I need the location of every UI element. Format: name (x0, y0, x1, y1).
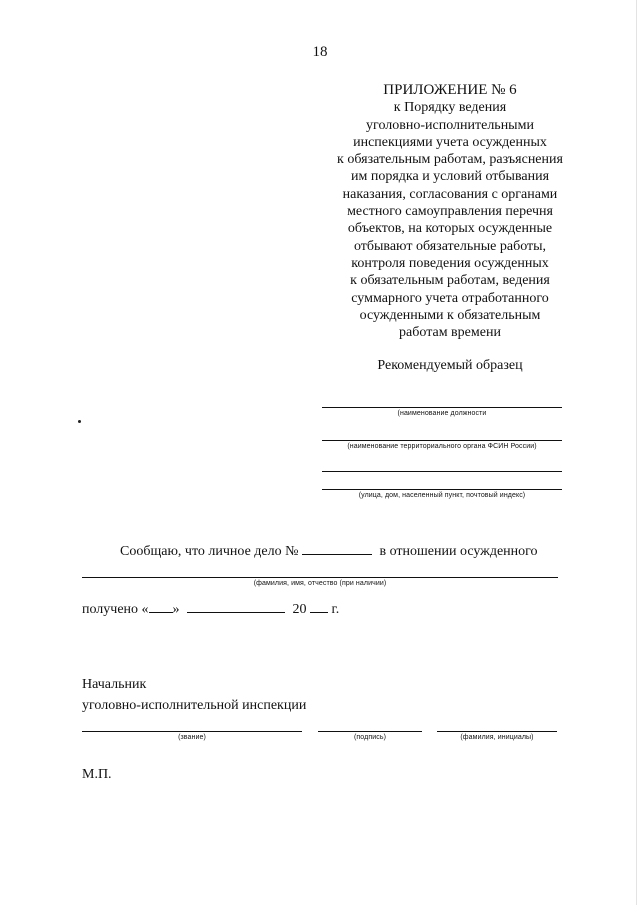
organ-line (322, 440, 562, 441)
position-field[interactable] (322, 407, 562, 417)
report-suffix: в отношении осужденного (379, 544, 538, 559)
appendix-line: суммарного учета отработанного (351, 290, 549, 306)
received-year-field[interactable] (310, 600, 328, 613)
case-number-field[interactable] (302, 542, 372, 555)
received-year-prefix: 20 (292, 602, 307, 617)
page-number: 18 (312, 44, 328, 60)
rank-line (82, 731, 302, 732)
name-initials-line (437, 731, 557, 732)
signature-line (318, 731, 422, 732)
appendix-line: к Порядку ведения (393, 100, 507, 116)
fio-line (82, 577, 558, 578)
position-line (322, 407, 562, 408)
received-line (82, 600, 339, 618)
appendix-line: инспекциями учета осужденных (353, 134, 547, 150)
name-initials-caption: (фамилия, инициалы) (460, 734, 534, 741)
appendix-line: местного самоуправления перечня (347, 204, 553, 220)
address-line-1 (322, 471, 562, 472)
fio-caption: (фамилия, имя, отчество (при наличии) (253, 580, 387, 587)
stamp-place-label: М.П. (82, 767, 112, 782)
appendix-line: уголовно-исполнительными (366, 117, 534, 133)
appendix-line: отбывают обязательные работы, (353, 238, 547, 254)
signature-caption: (подпись) (353, 734, 387, 741)
appendix-line: наказания, согласования с органами (342, 186, 558, 202)
appendix-line: объектов, на которых осужденные (347, 221, 553, 237)
rank-field[interactable] (82, 731, 302, 741)
name-initials-field[interactable] (437, 731, 557, 741)
signatory-title (82, 674, 306, 716)
address-line-2 (322, 489, 562, 490)
received-prefix: получено « (82, 602, 149, 617)
recommended-sample-label: Рекомендуемый образец (377, 358, 523, 373)
address-caption: (улица, дом, населенный пункт, почтовый индекс) (358, 492, 526, 499)
signature-field[interactable] (318, 731, 422, 741)
fio-field[interactable] (82, 577, 558, 587)
signatory-title-line1: Начальник (82, 677, 147, 692)
report-prefix: Сообщаю, что личное дело № (120, 544, 299, 559)
signatory-title-line2: уголовно-исполнительной инспекции (82, 698, 307, 713)
appendix-line: работам времени (399, 325, 501, 341)
appendix-title: ПРИЛОЖЕНИЕ № 6 (383, 82, 517, 98)
position-caption: (наименование должности (397, 410, 487, 417)
organ-field[interactable] (322, 440, 562, 450)
received-month-field[interactable] (187, 600, 285, 613)
appendix-line: к обязательным работам, ведения (350, 273, 550, 289)
scan-speck (78, 420, 81, 423)
received-day-field[interactable] (149, 600, 173, 613)
received-year-suffix: г. (331, 602, 340, 617)
organ-caption: (наименование территориального органа ФСИН России) (347, 443, 537, 450)
appendix-header (300, 82, 600, 341)
address-field-line1[interactable] (322, 471, 562, 472)
appendix-line: им порядка и условий отбывания (350, 169, 550, 185)
report-sentence (120, 542, 538, 560)
appendix-line: к обязательным работам, разъяснения (337, 152, 563, 168)
appendix-line: осужденными к обязательным (359, 307, 541, 323)
address-field-line2[interactable] (322, 489, 562, 499)
appendix-line: контроля поведения осужденных (351, 255, 549, 271)
rank-caption: (звание) (178, 734, 206, 741)
received-quote-close: » (172, 602, 180, 617)
